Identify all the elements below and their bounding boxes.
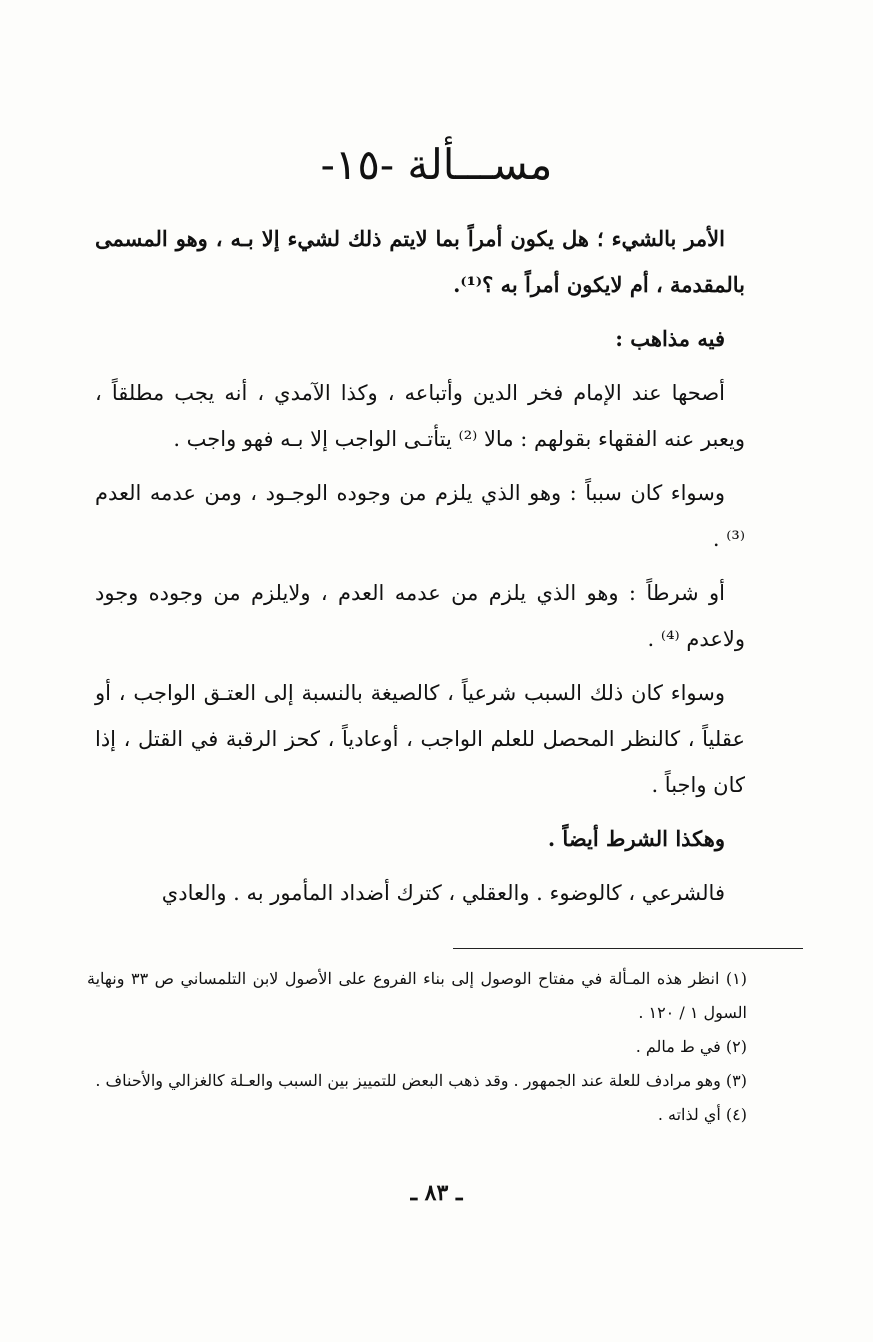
paragraph-condition-definition: أو شرطاً : وهو الذي يلزم من عدمه العدم ، ولايلزم من وجوده وجود ولاعدم ⁽⁴⁾ . <box>95 581 745 651</box>
paragraph-doctrines-intro: فيه مذاهب : <box>615 326 725 351</box>
footnote-2: (٢) في ط مالم . <box>635 1037 747 1056</box>
paragraph-most-correct-view: أصحها عند الإمام فخر الدين وأتباعه ، وكذا الآمدي ، أنه يجب مطلقاً ، ويعبر عنه الفقهاء بقولهم : مالا ⁽²⁾ يتأتـى الواجب إلا بـه فهو واجب . <box>95 381 745 451</box>
body-text <box>95 216 745 924</box>
paragraph-condition-likewise: وهكذا الشرط أيضاً . <box>547 826 725 851</box>
footnotes <box>87 962 747 1132</box>
footnote-1: (١) انظر هذه المـألة في مفتاح الوصول إلى بناء الفروع على الأصول لابن التلمساني ص ٣٣ ونهاية السول ١ / ١٢٠ . <box>87 969 747 1022</box>
paragraph-condition-types: فالشرعي ، كالوضوء . والعقلي ، كترك أضداد المأمور به . والعادي <box>161 881 725 905</box>
chapter-heading: مســـألة -١٥- <box>320 140 553 189</box>
footnote-divider <box>453 948 803 949</box>
footnote-4: (٤) أي لذاته . <box>657 1105 747 1124</box>
paragraph-cause-types: وسواء كان ذلك السبب شرعياً ، كالصيغة بالنسبة إلى العتـق الواجب ، أو عقلياً ، كالنظر المحصل للعلم الواجب ، أوعادياً ، كحز الرقبة في القتل ، إذا كان واجباً . <box>95 681 745 797</box>
page-number: ـ ٨٣ ـ <box>410 1180 463 1206</box>
paragraph-cause-definition: وسواء كان سبباً : وهو الذي يلزم من وجوده الوجـود ، ومن عدمه العدم ⁽³⁾ . <box>95 481 745 551</box>
footnote-3: (٣) وهو مرادف للعلة عند الجمهور . وقد ذهب البعض للتمييز بين السبب والعـلة كالغزالي والأحناف . <box>95 1071 747 1090</box>
paragraph-question: الأمر بالشيء ؛ هل يكون أمراً بما لايتم ذلك لشيء إلا بـه ، وهو المسمى بالمقدمة ، أم لايكون أمراً به ؟⁽¹⁾. <box>95 226 745 297</box>
